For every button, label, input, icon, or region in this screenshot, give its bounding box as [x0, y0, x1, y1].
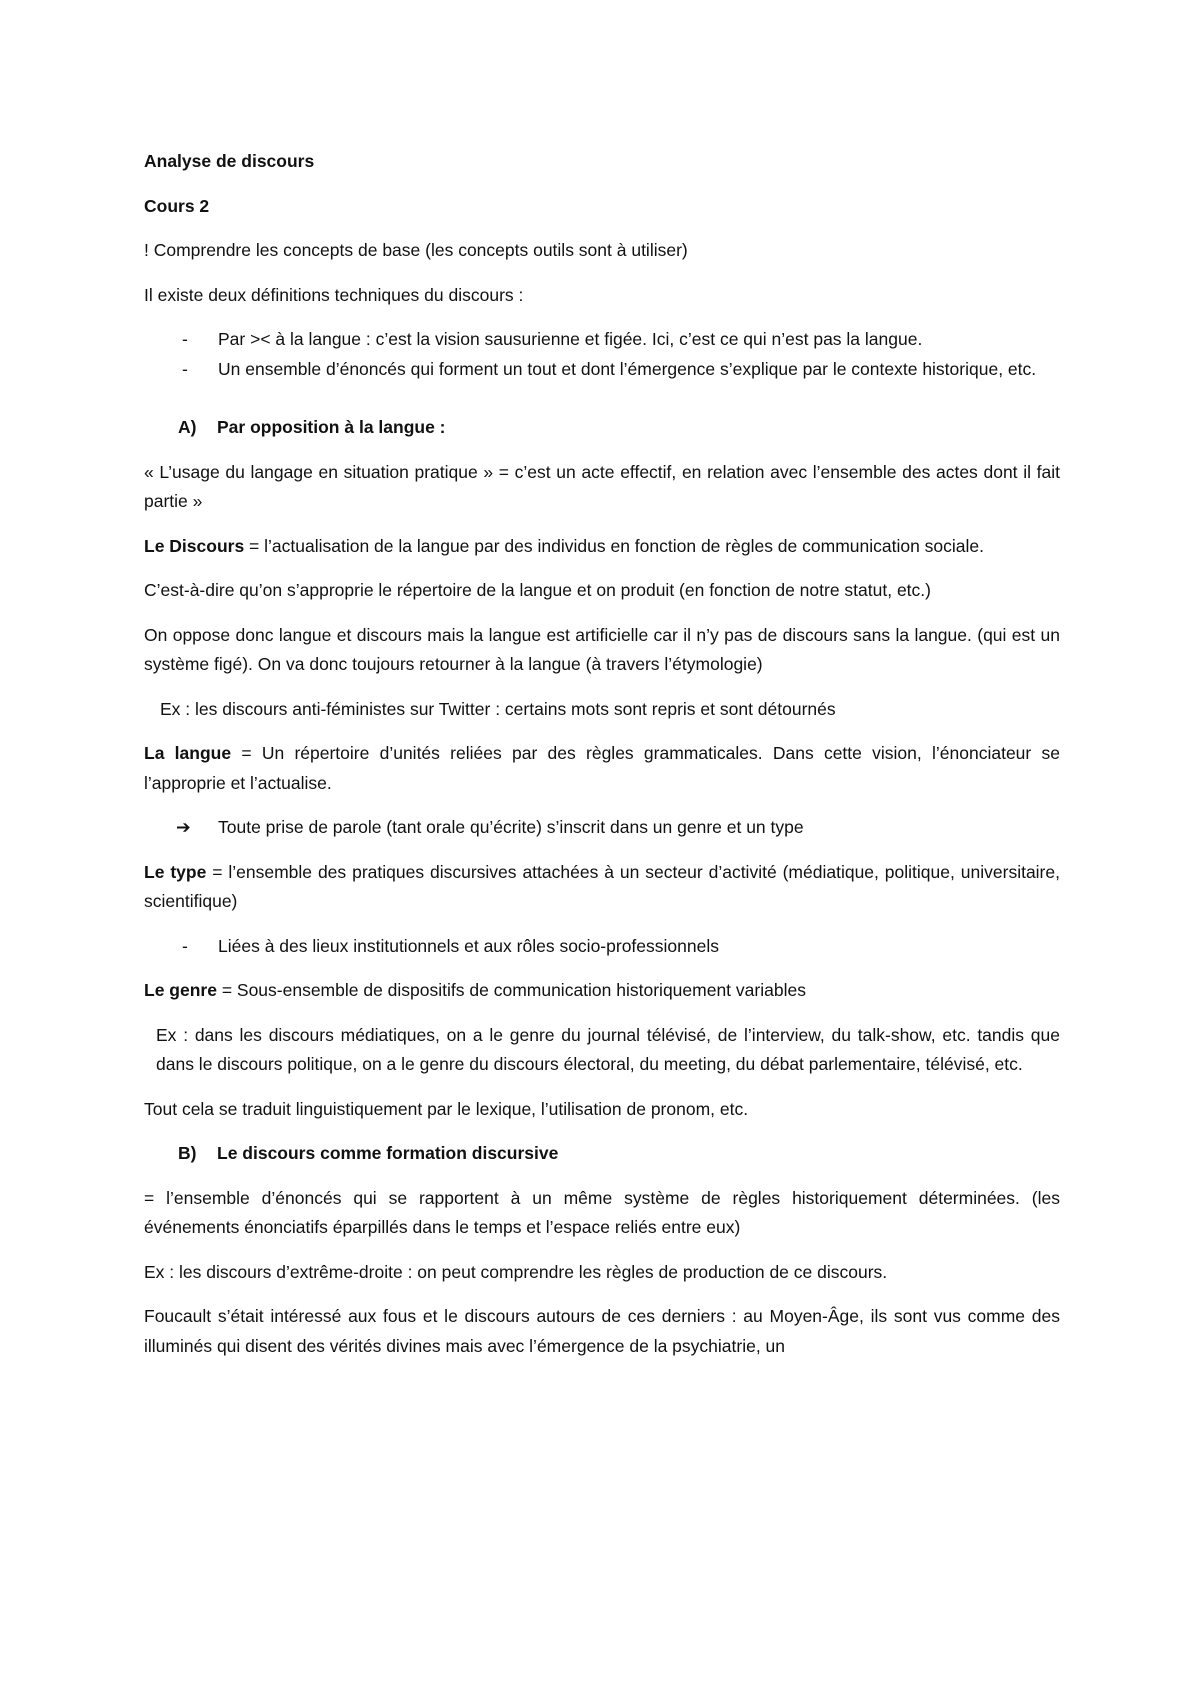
quote-paragraph: « L’usage du langage en situation pratique » = c’est un acte effectif, en relation avec l’ensemble des actes dont il fait partie » — [144, 461, 1060, 511]
formation-definition: = l’ensemble d’énoncés qui se rapportent à un même système de règles historiquement déterminées. (les événements énonciatifs éparpillés dans le temps et l’espace reliés entre eux) — [144, 1187, 1060, 1237]
dash-bullet: - — [182, 935, 188, 956]
example-media: Ex : dans les discours médiatiques, on a le genre du journal télévisé, de l’interview, du talk-show, etc. tandis que dans le discours politique, on a le genre du discours électoral, du meeting, du débat parlementaire, télévisé, etc. — [156, 1024, 1060, 1074]
section-b-heading: B) Le discours comme formation discursive — [178, 1143, 559, 1163]
example-twitter: Ex : les discours anti-féministes sur Twitter : certains mots sont repris et sont détournés — [160, 698, 836, 719]
example-extreme-droite: Ex : les discours d’extrême-droite : on peut comprendre les règles de production de ce discours. — [144, 1261, 888, 1282]
dash-bullet: - — [182, 358, 188, 379]
arrow-right-icon: ➔ — [176, 817, 191, 837]
section-a-heading: A) Par opposition à la langue : — [178, 417, 446, 437]
arrow-point: ➔ Toute prise de parole (tant orale qu’écrite) s’inscrit dans un genre et un type — [144, 813, 1060, 843]
list-item: - Un ensemble d’énoncés qui forment un tout et dont l’émergence s’explique par le contexte historique, etc. — [144, 355, 1060, 385]
definitions-list — [144, 325, 1060, 384]
foucault-paragraph: Foucault s’était intéressé aux fous et le discours autours de ces derniers : au Moyen-Âge, ils sont vus comme des illuminés qui disent des vérités divines mais avec l’émergence de la psychiatrie, un — [144, 1306, 1060, 1356]
cest-a-dire-paragraph: C’est-à-dire qu’on s’approprie le répertoire de la langue et on produit (en fonction de notre statut, etc.) — [144, 580, 931, 600]
document-content — [144, 147, 1060, 1376]
note-line: ! Comprendre les concepts de base (les concepts outils sont à utiliser) — [144, 240, 688, 260]
type-definition: Le type = l’ensemble des pratiques discursives attachées à un secteur d’activité (médiatique, politique, universitaire, scientifique) — [144, 861, 1060, 911]
discours-definition: Le Discours = l’actualisation de la langue par des individus en fonction de règles de communication sociale. — [144, 535, 985, 556]
langue-definition: La langue = Un répertoire d’unités reliées par des règles grammaticales. Dans cette vision, l’énonciateur se l’approprie et l’actualise. — [144, 743, 1060, 793]
list-item: - Liées à des lieux institutionnels et aux rôles socio-professionnels — [144, 932, 1060, 962]
intro-line: Il existe deux définitions techniques du discours : — [144, 284, 524, 305]
oppose-paragraph: On oppose donc langue et discours mais la langue est artificielle car il n’y pas de discours sans la langue. (qui est un système figé). On va donc toujours retourner à la langue (à travers l’étymologie) — [144, 624, 1060, 674]
document-title: Analyse de discours — [144, 151, 315, 171]
course-number: Cours 2 — [144, 195, 210, 216]
genre-definition: Le genre = Sous-ensemble de dispositifs de communication historiquement variables — [144, 980, 806, 1000]
dash-bullet: - — [182, 329, 188, 349]
tout-cela-paragraph: Tout cela se traduit linguistiquement par le lexique, l’utilisation de pronom, etc. — [144, 1098, 749, 1119]
list-item: - Par >< à la langue : c’est la vision sausurienne et figée. Ici, c’est ce qui n’est pas la langue. — [144, 325, 1060, 355]
type-list — [144, 932, 1060, 962]
